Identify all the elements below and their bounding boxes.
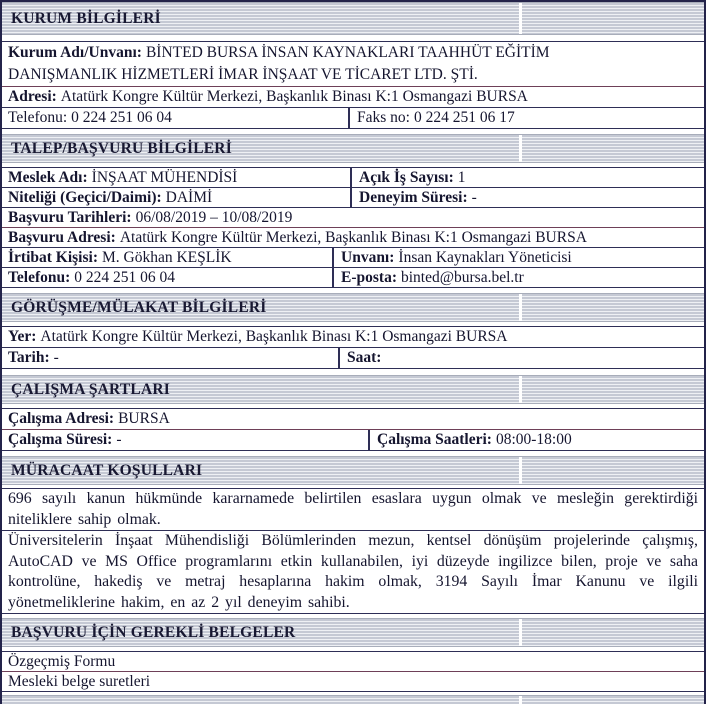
- field-value: 0 224 251 06 04: [71, 109, 172, 126]
- field-adresi: [2, 87, 704, 107]
- field-value: 0 224 251 06 17: [413, 109, 515, 126]
- section-body-talep-basvuru: [2, 167, 704, 288]
- field-telefonu-2: [2, 268, 334, 287]
- field-irtibat-kisisi: [2, 248, 334, 267]
- table-row: [2, 42, 704, 87]
- field-yer: [2, 327, 704, 347]
- section-title: BAŞVURU İÇİN GEREKLİ BELGELER: [11, 623, 296, 641]
- table-row: [2, 327, 704, 348]
- table-row: [2, 87, 704, 108]
- section-body-gerekli-belgeler: [2, 651, 704, 692]
- field-value: İnsan Kaynakları Yöneticisi: [398, 249, 572, 266]
- field-saat: [340, 348, 704, 368]
- table-row: [2, 652, 704, 672]
- field-label: Telefonu:: [8, 269, 71, 286]
- field-value: Atatürk Kongre Kültür Merkezi, Başkanlık Binası K:1 Osmangazi BURSA: [60, 88, 528, 105]
- column-divider-line: [519, 376, 522, 403]
- field-label: Yer:: [8, 328, 37, 345]
- field-unvani: [334, 248, 704, 267]
- field-label: Çalışma Adresi:: [8, 410, 115, 427]
- field-label: Deneyim Süresi:: [359, 189, 468, 206]
- field-niteligi: [2, 188, 352, 207]
- section-header-muracaat-kosullari: [2, 456, 704, 485]
- section-header-talep-basvuru: [2, 134, 704, 163]
- field-kurum-adi-unvani: [2, 42, 704, 86]
- field-label: Çalışma Süresi:: [8, 431, 113, 448]
- section-title: MÜRACAAT KOŞULLARI: [11, 461, 203, 479]
- field-tarih: [2, 348, 340, 368]
- field-telefonu: [2, 108, 350, 128]
- section-title: GÖRÜŞME/MÜLAKAT BİLGİLERİ: [11, 298, 267, 316]
- field-label: Çalışma Saatleri:: [377, 431, 492, 448]
- section-header-kurum-bilgileri: [2, 2, 704, 35]
- field-value: -: [471, 189, 477, 206]
- column-divider-line: [519, 619, 522, 646]
- field-label: Açık İş Sayısı:: [359, 169, 454, 186]
- table-row: [2, 409, 704, 430]
- field-label: Tarih:: [8, 349, 50, 366]
- section-body-muracaat-kosullari: [2, 488, 704, 614]
- requirement-paragraph-1: [2, 489, 704, 530]
- field-label: Faks no:: [357, 109, 410, 126]
- table-row: [2, 168, 704, 188]
- column-divider-line: [519, 696, 522, 704]
- section-body-gorusme-mulakat: [2, 326, 704, 369]
- field-label: Saat:: [347, 349, 382, 366]
- field-value: -: [53, 349, 59, 366]
- table-row: [2, 248, 704, 268]
- field-label: Telefonu:: [8, 109, 68, 126]
- field-value: BURSA: [118, 410, 170, 427]
- table-row: [2, 489, 704, 531]
- table-row: [2, 268, 704, 288]
- section-header-calisma-sartlari: [2, 375, 704, 404]
- table-row: [2, 348, 704, 369]
- field-value: Özgeçmiş Formu: [8, 653, 116, 670]
- requirement-paragraph-2: [2, 531, 704, 613]
- section-header-gorusme-mulakat: [2, 293, 704, 322]
- field-deneyim-suresi: [352, 188, 704, 207]
- field-faks-no: [350, 108, 704, 128]
- field-label: Adresi:: [8, 88, 57, 105]
- field-basvuru-adresi: [2, 228, 704, 247]
- field-label: E-posta:: [341, 269, 397, 286]
- field-label: Meslek Adı:: [8, 169, 88, 186]
- field-calisma-adresi: [2, 409, 704, 429]
- field-label: Kurum Adı/Unvanı:: [8, 44, 142, 61]
- field-label: Unvanı:: [341, 249, 395, 266]
- section-title: TALEP/BAŞVURU BİLGİLERİ: [11, 139, 232, 157]
- field-value: Mesleki belge suretleri: [8, 673, 151, 690]
- field-meslek-adi: [2, 168, 352, 187]
- field-value: binted@bursa.bel.tr: [400, 269, 524, 286]
- field-value: Atatürk Kongre Kültür Merkezi, Başkanlık Binası K:1 Osmangazi BURSA: [40, 328, 508, 345]
- field-value: M. Gökhan KEŞLİK: [102, 249, 232, 266]
- field-value: İNŞAAT MÜHENDİSİ: [91, 169, 238, 186]
- paragraph-text: 696 sayılı kanun hükmünde kararnamede belirtilen esaslara uygun olmak ve mesleğin gerektirdiği niteliklere sahip olmak.: [8, 490, 698, 528]
- table-row: [2, 188, 704, 208]
- table-row: [2, 108, 704, 129]
- field-label: Başvuru Adresi:: [8, 229, 116, 246]
- item-mesleki-belge-suretleri: [2, 672, 704, 691]
- field-calisma-saatleri: [370, 430, 704, 450]
- column-divider-line: [519, 3, 522, 34]
- field-label: Başvuru Tarihleri:: [8, 209, 132, 226]
- paragraph-text: Üniversitelerin İnşaat Mühendisliği Bölümlerinden mezun, kentsel dönüşüm projelerinde çalışmış, AutoCAD ve MS Office programlarını etkin kullanabilen, iyi düzeyde ingilizce bilen, proje ve saha kontrolüne, hakediş ve metraj hesaplarına hakim olmak, 3194 Sayılı İmar Kanunu ve ilgili yönetmeliklerine hakim, en az 2 yıl deneyim sahibi.: [8, 532, 698, 611]
- column-divider-line: [519, 294, 522, 321]
- section-body-kurum-bilgileri: [2, 41, 704, 129]
- field-value: 1: [457, 169, 466, 186]
- column-divider-line: [519, 457, 522, 484]
- field-label: Niteliği (Geçici/Daimi):: [8, 189, 162, 206]
- section-body-calisma-sartlari: [2, 408, 704, 451]
- field-label: İrtibat Kişisi:: [8, 249, 98, 266]
- table-row: [2, 228, 704, 248]
- field-acik-is-sayisi: [352, 168, 704, 187]
- field-e-posta: [334, 268, 704, 287]
- section-title: KURUM BİLGİLERİ: [11, 9, 161, 27]
- table-row: [2, 430, 704, 451]
- table-row: [2, 208, 704, 228]
- field-value: 08:00-18:00: [495, 431, 572, 448]
- item-ozgecmis-formu: [2, 652, 704, 671]
- table-row: [2, 531, 704, 614]
- column-divider-line: [519, 135, 522, 162]
- field-value: Atatürk Kongre Kültür Merkezi, Başkanlık Binası K:1 Osmangazi BURSA: [119, 229, 587, 246]
- field-calisma-suresi: [2, 430, 370, 450]
- field-value: BİNTED BURSA İNSAN KAYNAKLARI TAAHHÜT EĞİTİM DANIŞMANLIK HİZMETLERİ İMAR İNŞAAT VE TİCARET LTD. ŞTİ.: [8, 44, 550, 83]
- field-basvuru-tarihleri: [2, 208, 704, 227]
- table-row: [2, 672, 704, 692]
- field-value: -: [116, 431, 122, 448]
- section-header-gerekli-belgeler: [2, 618, 704, 647]
- section-header-cutoff: [2, 695, 704, 704]
- field-value: 0 224 251 06 04: [74, 269, 176, 286]
- section-title: ÇALIŞMA ŞARTLARI: [11, 380, 170, 398]
- field-value: DAİMİ: [165, 189, 213, 206]
- field-value: 06/08/2019 – 10/08/2019: [135, 209, 293, 226]
